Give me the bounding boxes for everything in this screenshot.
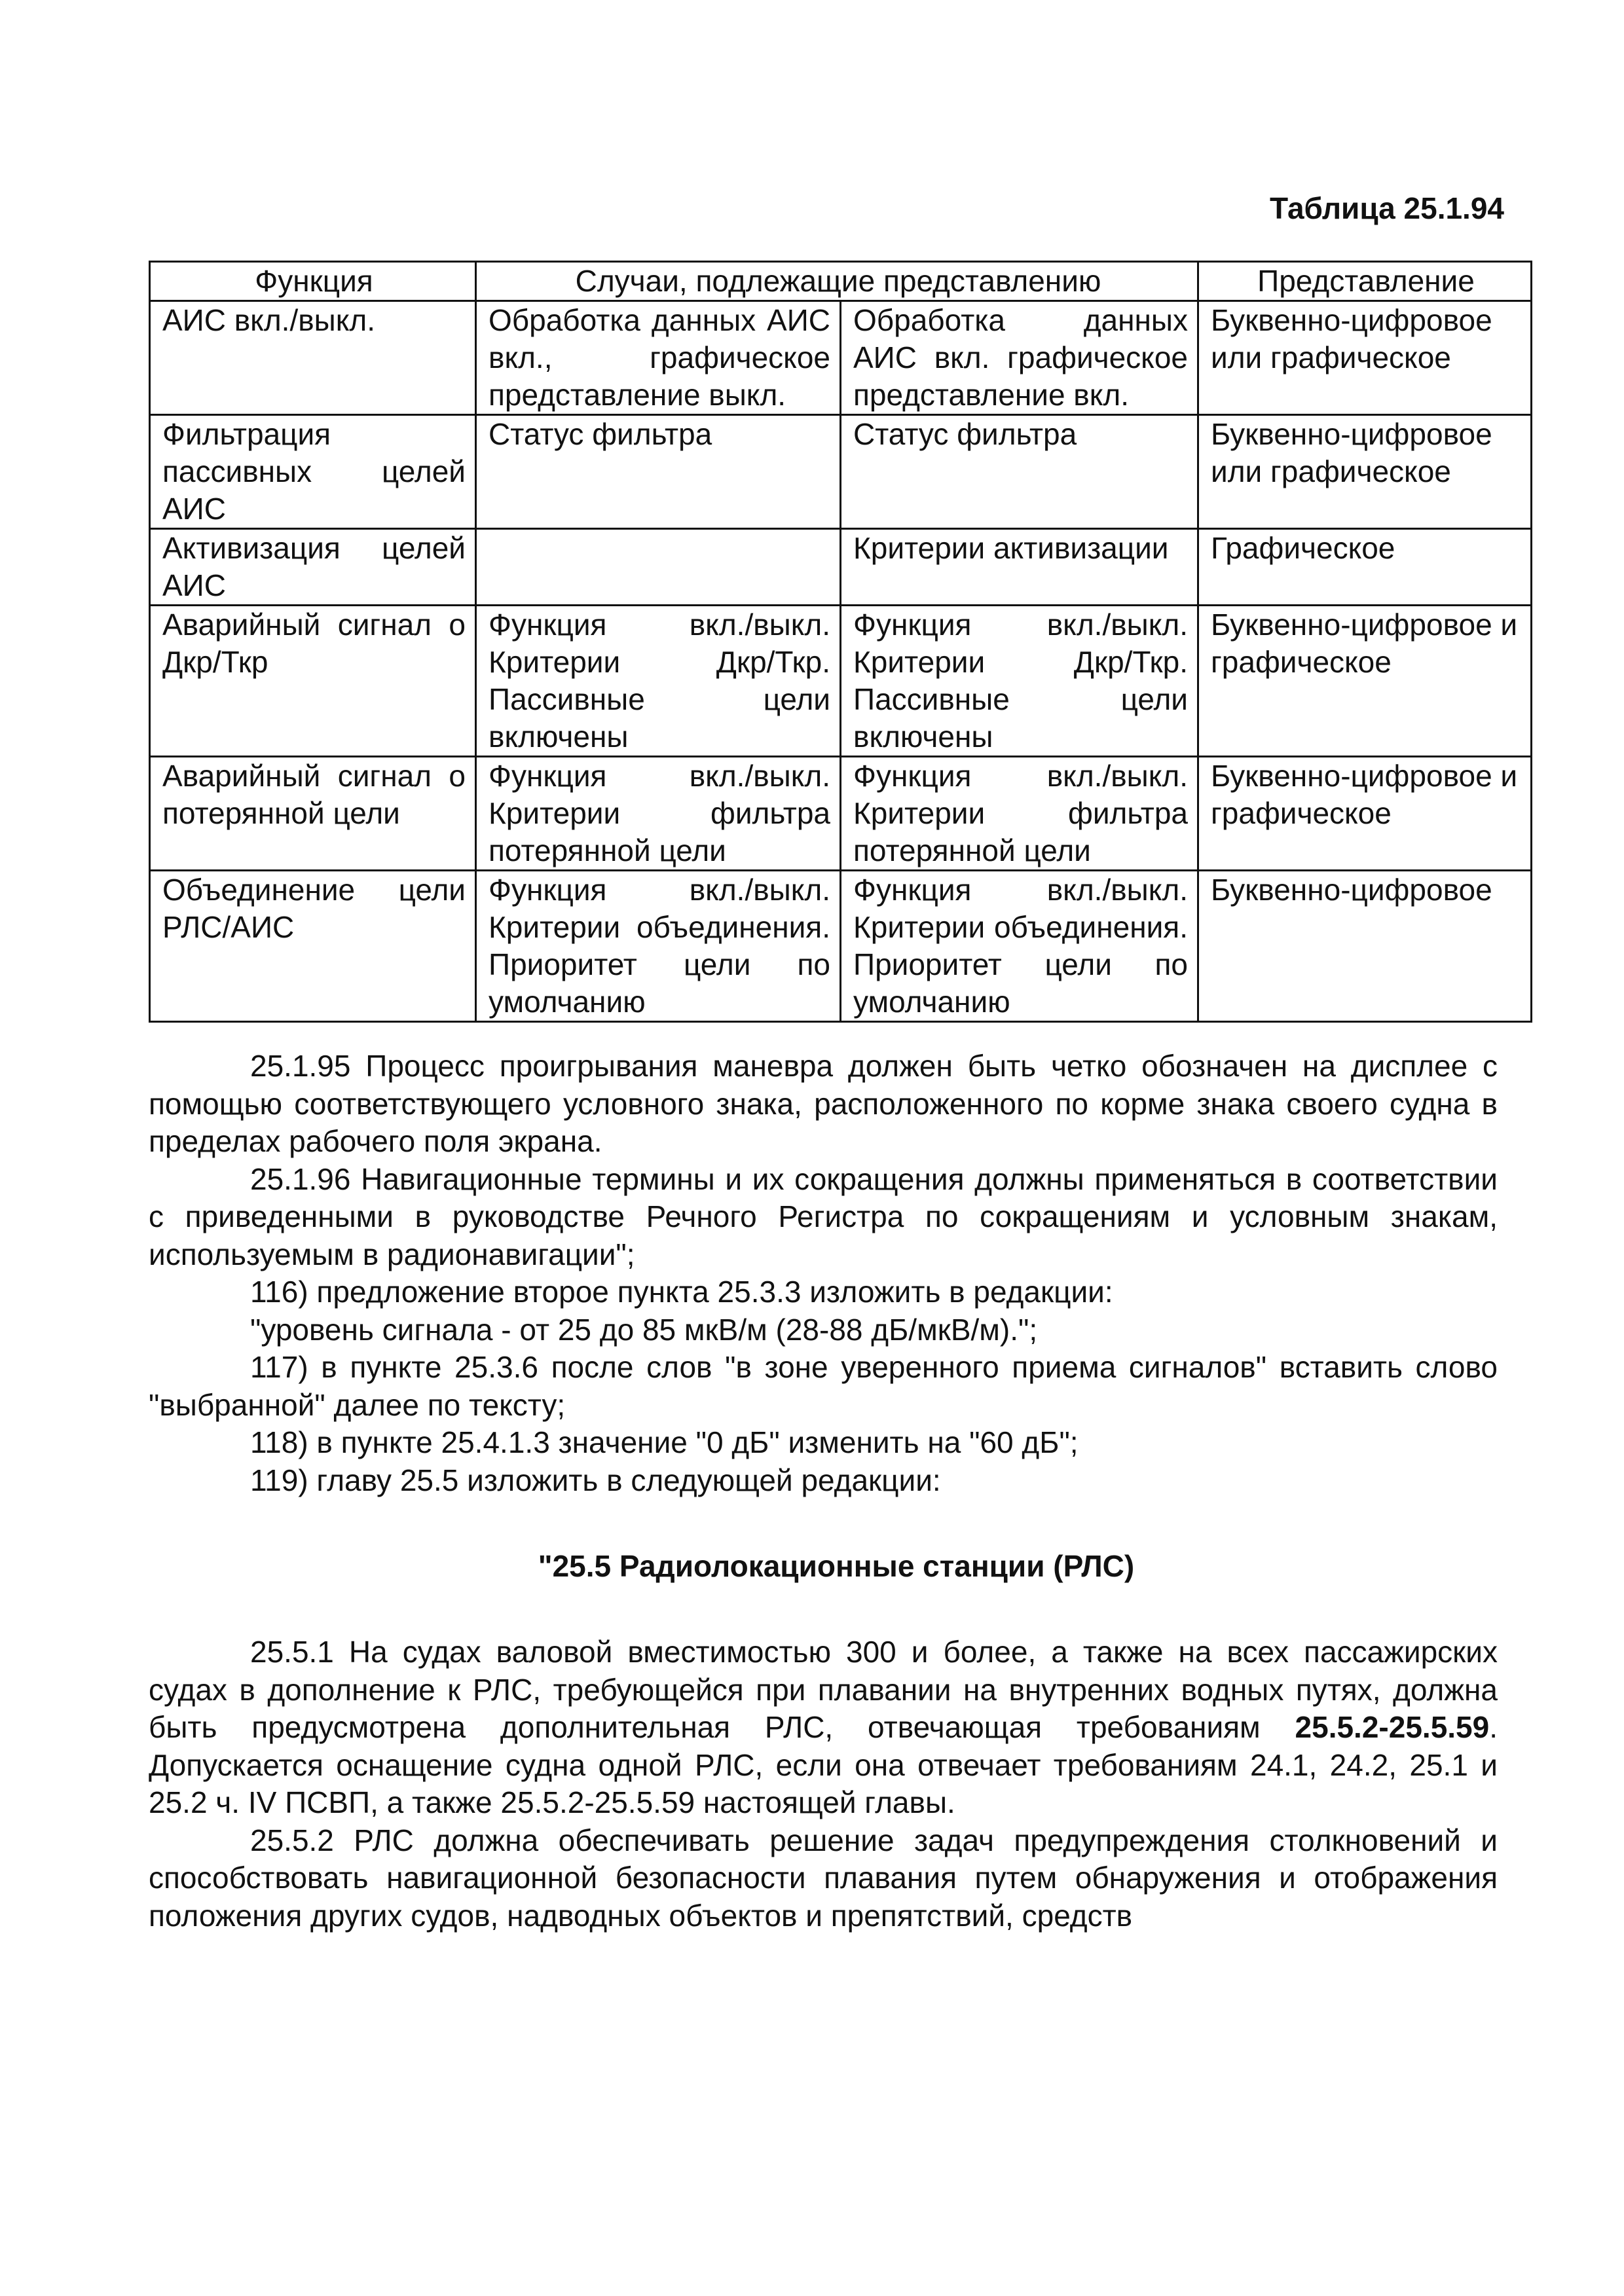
- table-row: [150, 606, 1532, 757]
- cell-case-1: Функция вкл./выкл. Критерии Дкр/Ткр. Пассивные цели включены: [476, 606, 841, 757]
- cell-case-1: Функция вкл./выкл. Критерии объединения. Приоритет цели по умолчанию: [476, 871, 841, 1022]
- paragraph-item-118: 118) в пункте 25.4.1.3 значение "0 дБ" изменить на "60 дБ";: [250, 1425, 1079, 1459]
- cell-representation: Буквенно-цифровое или графическое: [1198, 301, 1532, 415]
- table-row: [150, 301, 1532, 415]
- header-cases: Случаи, подлежащие представлению: [476, 262, 1198, 301]
- paragraph-25-5-1: [149, 1633, 1498, 1822]
- section-heading: "25.5 Радиолокационные станции (РЛС): [538, 1549, 1135, 1583]
- paragraph-item-116: 116) предложение второе пункта 25.3.3 изложить в редакции:: [250, 1275, 1113, 1309]
- cell-case-2: Статус фильтра: [841, 415, 1198, 529]
- paragraph-25-1-96: 25.1.96 Навигационные термины и их сокращения должны применяться в соответствии с приведенными в руководстве Речного Регистра по сокращениям и условным знакам, используемым в радионавигации";: [149, 1161, 1498, 1271]
- cell-case-1: Статус фильтра: [476, 415, 841, 529]
- cell-function: Фильтрация пассивных целей АИС: [150, 415, 476, 529]
- cell-representation: Буквенно-цифровое: [1198, 871, 1532, 1022]
- cell-case-2: Критерии активизации: [841, 529, 1198, 606]
- cell-representation: Буквенно-цифровое и графическое: [1198, 606, 1532, 757]
- paragraph-item-117: 117) в пункте 25.3.6 после слов "в зоне уверенного приема сигналов" вставить слово "выбранной" далее по тексту;: [149, 1350, 1498, 1422]
- cell-representation: Буквенно-цифровое и графическое: [1198, 757, 1532, 871]
- cell-case-2: Функция вкл./выкл. Критерии объединения. Приоритет цели по умолчанию: [841, 871, 1198, 1022]
- table-row: [150, 871, 1532, 1022]
- paragraph-25-5-1-part1: 25.5.1 На судах валовой вместимостью 300 и более, а также на всех пассажирских судах в дополнение к РЛС, требующейся при плавании на внутренних водных путях, должна быть предусмотрена дополнительная РЛС, отвечающая требованиям: [149, 1635, 1498, 1744]
- cell-function: Аварийный сигнал о Дкр/Ткр: [150, 606, 476, 757]
- cell-function: Объединение цели РЛС/АИС: [150, 871, 476, 1022]
- cell-case-1: Функция вкл./выкл. Критерии фильтра потерянной цели: [476, 757, 841, 871]
- body-text: [149, 1048, 1498, 1935]
- cell-case-2: Обработка данных АИС вкл. графическое представление вкл.: [841, 301, 1198, 415]
- paragraph-25-5-2: 25.5.2 РЛС должна обеспечивать решение задач предупреждения столкновений и способствовать навигационной безопасности плавания путем обнаружения и отображения положения других судов, надводных объектов и препятствий, средств: [149, 1823, 1498, 1933]
- table-row: [150, 757, 1532, 871]
- cell-case-2: Функция вкл./выкл. Критерии фильтра потерянной цели: [841, 757, 1198, 871]
- cell-case-2: Функция вкл./выкл. Критерии Дкр/Ткр. Пассивные цели включены: [841, 606, 1198, 757]
- paragraph-25-5-1-bold-ref: 25.5.2-25.5.59: [1295, 1710, 1490, 1744]
- table-row: [150, 529, 1532, 606]
- requirements-table: [149, 261, 1532, 1023]
- document-page: [149, 190, 1530, 1935]
- cell-case-1: Обработка данных АИС вкл., графическое представление выкл.: [476, 301, 841, 415]
- paragraph-25-5-1-part2: . Допускается оснащение судна одной РЛС, если она отвечает требованиям 24.1, 24.2, 25.1 и 25.2 ч. IV ПСВП, а также 25.5.2-25.5.59 настоящей главы.: [149, 1710, 1498, 1819]
- paragraph-signal-level: "уровень сигнала - от 25 до 85 мкВ/м (28-88 дБ/мкВ/м).";: [250, 1312, 1038, 1347]
- paragraph-item-119: 119) главу 25.5 изложить в следующей редакции:: [250, 1463, 941, 1497]
- header-representation: Представление: [1198, 262, 1532, 301]
- cell-function: Активизация целей АИС: [150, 529, 476, 606]
- cell-case-1: [476, 529, 841, 606]
- header-function: Функция: [150, 262, 476, 301]
- cell-representation: Графическое: [1198, 529, 1532, 606]
- cell-representation: Буквенно-цифровое или графическое: [1198, 415, 1532, 529]
- table-caption: Таблица 25.1.94: [1270, 191, 1504, 225]
- table-header-row: [150, 262, 1532, 301]
- table-row: [150, 415, 1532, 529]
- cell-function: Аварийный сигнал о потерянной цели: [150, 757, 476, 871]
- cell-function: АИС вкл./выкл.: [150, 301, 476, 415]
- paragraph-25-1-95: 25.1.95 Процесс проигрывания маневра должен быть четко обозначен на дисплее с помощью соответствующего условного знака, расположенного по корме знака своего судна в пределах рабочего поля экрана.: [149, 1049, 1498, 1158]
